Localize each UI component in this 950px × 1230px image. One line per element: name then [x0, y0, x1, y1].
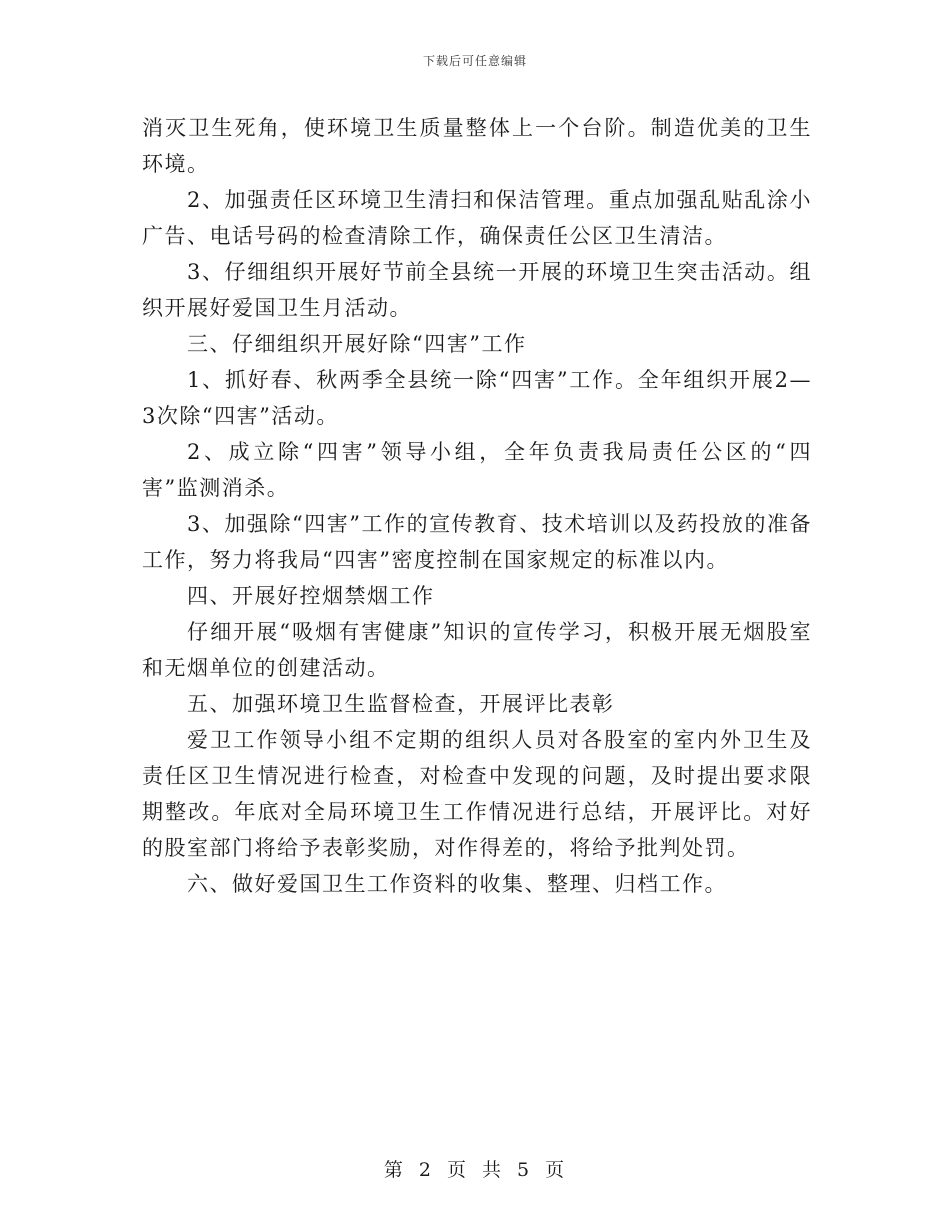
paragraph-3: 3、仔细组织开展好节前全县统一开展的环境卫生突击活动。组织开展好爱国卫生月活动。: [142, 260, 812, 320]
paragraph-7: 3、加强除“四害”工作的宣传教育、技术培训以及药投放的准备工作，努力将我局“四害”密度控制在国家规定的标准以内。: [142, 512, 812, 572]
paragraph-6: 2、成立除“四害”领导小组，全年负责我局责任公区的“四害”监测消杀。: [142, 440, 812, 500]
section-heading-6: 六、做好爱国卫生工作资料的收集、整理、归档工作。: [187, 872, 727, 896]
section-heading-3: 三、仔细组织开展好除“四害”工作: [187, 332, 527, 356]
paragraph-9: 仔细开展“吸烟有害健康”知识的宣传学习，积极开展无烟股室和无烟单位的创建活动。: [142, 620, 812, 680]
section-heading-4: 四、开展好控烟禁烟工作: [187, 584, 435, 608]
section-heading-5: 五、加强环境卫生监督检查，开展评比表彰: [187, 692, 615, 716]
page-header-note: 下载后可任意编辑: [422, 54, 527, 68]
paragraph-2: 2、加强责任区环境卫生清扫和保洁管理。重点加强乱贴乱涂小广告、电话号码的检查清除工作，确保责任公区卫生清洁。: [142, 188, 812, 248]
document-body: [142, 110, 812, 902]
page-number: 第 2 页 共 5 页: [383, 1159, 567, 1181]
paragraph-11: 爱卫工作领导小组不定期的组织人员对各股室的室内外卫生及责任区卫生情况进行检查，对检查中发现的问题，及时提出要求限期整改。年底对全局环境卫生工作情况进行总结，开展评比。对好的股室部门将给予表彰奖励，对作得差的，将给予批判处罚。: [142, 728, 812, 860]
paragraph-1: 消灭卫生死角，使环境卫生质量整体上一个台阶。制造优美的卫生环境。: [142, 116, 812, 176]
paragraph-5: 1、抓好春、秋两季全县统一除“四害”工作。全年组织开展2—3次除“四害”活动。: [142, 368, 812, 428]
